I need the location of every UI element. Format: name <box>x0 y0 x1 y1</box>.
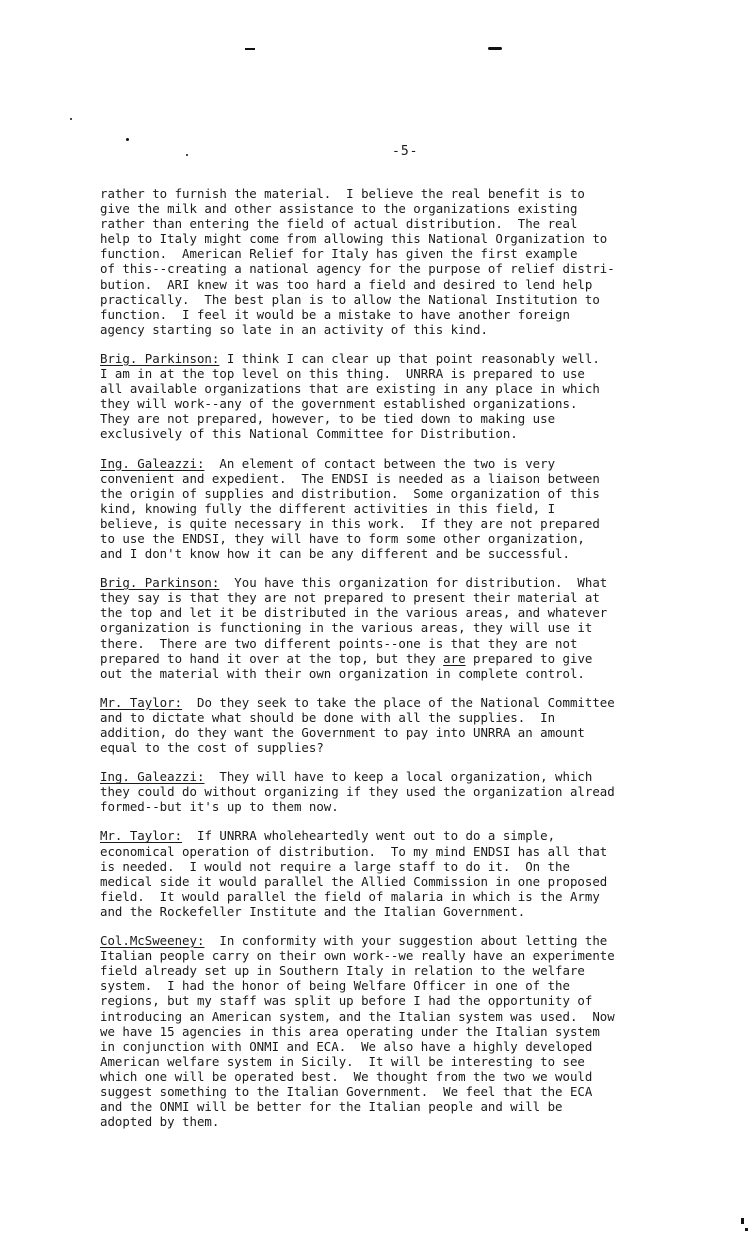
text-line: organization is functioning in the various areas, they will use it <box>100 620 593 636</box>
scan-mark-left-1 <box>126 138 129 141</box>
speaker-name: Mr. Taylor: <box>100 828 183 844</box>
text-line: we have 15 agencies in this area operating under the Italian system <box>100 1023 600 1039</box>
text-line: believe, is quite necessary in this work. If they are not prepared <box>100 515 600 531</box>
text-line: kind, knowing fully the different activities in this field, I <box>100 500 556 516</box>
text-line: practically. The best plan is to allow the National Institution to <box>100 291 600 307</box>
text-line: and the ONMI will be better for the Italian people and will be <box>100 1099 563 1115</box>
text-line: regions, but my staff was split up before I had the opportunity of <box>100 993 593 1009</box>
paragraph-4 <box>100 575 715 681</box>
text-line: rather than entering the field of actual distribution. The real <box>100 216 578 232</box>
text-line: out the material with their own organization in complete control. <box>100 665 585 681</box>
text-line: the top and let it be distributed in the various areas, and whatever <box>100 605 608 621</box>
speaker-name: Col.McSweeney: <box>100 933 205 949</box>
text-line: Italian people carry on their own work--we really have an experimente <box>100 948 615 964</box>
speaker-line <box>100 828 715 843</box>
text-line: economical operation of distribution. To my mind ENDSI has all that <box>100 843 608 859</box>
paragraph-3 <box>100 456 715 562</box>
speaker-name: Brig. Parkinson: <box>100 350 220 366</box>
text-line: is needed. I would not require a large staff to do it. On the <box>100 858 570 874</box>
paragraph-5 <box>100 695 715 755</box>
text-line: They are not prepared, however, to be tied down to making use <box>100 411 556 427</box>
text-line: all available organizations that are existing in any place in which <box>100 381 600 397</box>
scan-mark-left-2 <box>70 118 72 120</box>
speaker-statement: If UNRRA wholeheartedly went out to do a simple, <box>182 828 556 844</box>
text-line-with-emphasis <box>100 651 715 666</box>
text-line: to use the ENDSI, they will have to form some other organization, <box>100 530 585 546</box>
text-segment: prepared to give <box>465 650 593 666</box>
text-line: which one will be operated best. We thought from the two we would <box>100 1068 593 1084</box>
text-line: function. American Relief for Italy has given the first example <box>100 246 578 262</box>
text-line: of this--creating a national agency for the purpose of relief distri- <box>100 261 615 277</box>
speaker-line <box>100 769 715 784</box>
speaker-line <box>100 575 715 590</box>
paragraph-7 <box>100 828 715 919</box>
text-line: they will work--any of the government established organizations. <box>100 396 578 412</box>
text-line: and I don't know how it can be any different and be successful. <box>100 546 570 562</box>
speaker-statement: An element of contact between the two is very <box>204 455 556 471</box>
text-line: rather to furnish the material. I believe the real benefit is to <box>100 186 585 201</box>
text-line: system. I had the honor of being Welfare Officer in one of the <box>100 978 570 994</box>
text-line: and the Rockefeller Institute and the Italian Government. <box>100 903 526 919</box>
text-line: bution. ARI knew it was too hard a field and desired to lend help <box>100 276 593 292</box>
text-line: formed--but it's up to them now. <box>100 799 339 815</box>
text-line: suggest something to the Italian Government. We feel that the ECA <box>100 1083 593 1099</box>
page-number: -5- <box>392 144 419 159</box>
speaker-line <box>100 456 715 471</box>
scan-mark-top-left <box>245 48 255 50</box>
text-line: help to Italy might come from allowing this National Organization to <box>100 231 608 247</box>
speaker-statement: You have this organization for distribution. What <box>219 575 608 591</box>
text-line: American welfare system in Sicily. It will be interesting to see <box>100 1053 585 1069</box>
scan-mark-bottom-right-2 <box>745 1228 748 1231</box>
text-line: they could do without organizing if they used the organization alread <box>100 784 615 800</box>
text-line: they say is that they are not prepared to present their material at <box>100 590 600 606</box>
text-line: agency starting so late in an activity of this kind. <box>100 321 488 337</box>
speaker-line <box>100 695 715 710</box>
text-line: in conjunction with ONMI and ECA. We also have a highly developed <box>100 1038 593 1054</box>
text-line: medical side it would parallel the Allied Commission in one proposed <box>100 873 608 889</box>
speaker-statement: I think I can clear up that point reasonably well. <box>219 350 600 366</box>
text-line: and to dictate what should be done with all the supplies. In <box>100 709 556 725</box>
transcript-body <box>100 186 715 1143</box>
text-line: exclusively of this National Committee for Distribution. <box>100 426 518 442</box>
paragraph-2 <box>100 351 715 442</box>
paragraph-1 <box>100 186 715 337</box>
speaker-name: Ing. Galeazzi: <box>100 455 205 471</box>
speaker-statement: In conformity with your suggestion about letting the <box>204 933 608 949</box>
text-line: field. It would parallel the field of malaria in which is the Army <box>100 888 600 904</box>
text-line: addition, do they want the Government to pay into UNRRA an amount <box>100 725 585 740</box>
speaker-statement: They will have to keep a local organization, which <box>204 769 593 785</box>
speaker-statement: Do they seek to take the place of the National Committee <box>182 694 615 710</box>
paragraph-8 <box>100 933 715 1129</box>
scan-mark-left-3 <box>186 154 188 156</box>
speaker-name: Brig. Parkinson: <box>100 575 220 591</box>
text-line: equal to the cost of supplies? <box>100 740 324 756</box>
text-line: the origin of supplies and distribution. Some organization of this <box>100 485 600 501</box>
text-segment: prepared to hand it over at the top, but they <box>100 650 444 666</box>
text-line: there. There are two different points--one is that they are not <box>100 635 578 651</box>
emphasized-word: are <box>443 650 466 666</box>
text-line: I am in at the top level on this thing. UNRRA is prepared to use <box>100 366 585 382</box>
speaker-line <box>100 933 715 948</box>
text-line: give the milk and other assistance to the organizations existing <box>100 201 578 217</box>
speaker-line <box>100 351 715 366</box>
scan-mark-bottom-right-1 <box>741 1218 744 1224</box>
paragraph-6 <box>100 769 715 814</box>
speaker-name: Ing. Galeazzi: <box>100 769 205 785</box>
text-line: adopted by them. <box>100 1114 220 1130</box>
text-line: field already set up in Southern Italy in relation to the welfare <box>100 963 585 979</box>
text-line: introducing an American system, and the Italian system was used. Now <box>100 1008 615 1024</box>
speaker-name: Mr. Taylor: <box>100 694 183 710</box>
scan-mark-top-center <box>488 47 502 50</box>
text-line: function. I feel it would be a mistake to have another foreign <box>100 306 570 322</box>
text-line: convenient and expedient. The ENDSI is needed as a liaison between <box>100 470 600 486</box>
